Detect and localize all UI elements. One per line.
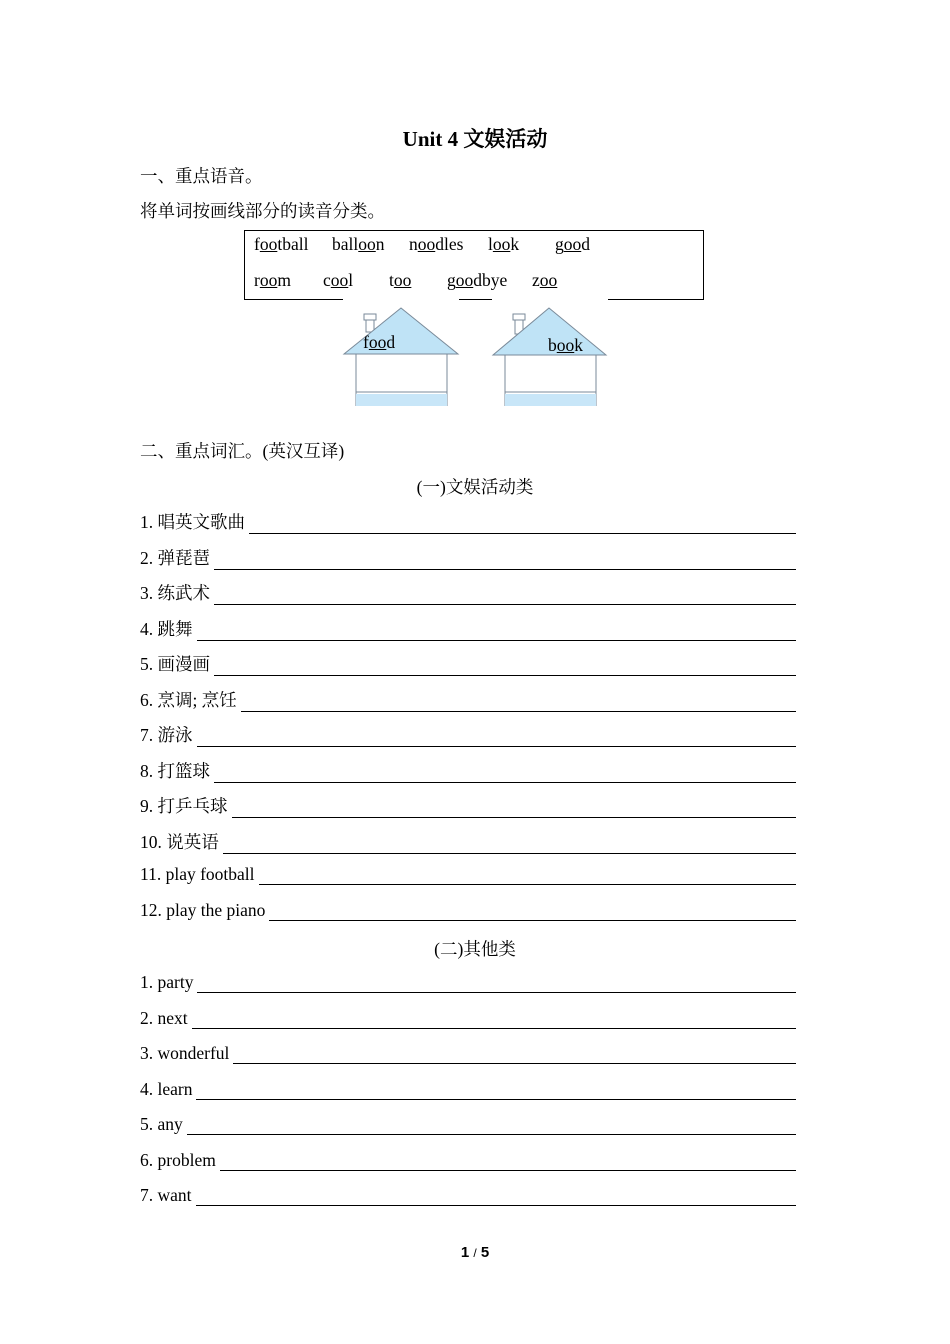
activity-item-label: 5. 画漫画 (140, 654, 210, 674)
activity-item-label: 9. 打乒乓球 (140, 796, 228, 816)
other-item (140, 1114, 796, 1135)
section1-heading: 一、重点语音。 (140, 166, 263, 186)
answer-blank[interactable] (214, 657, 796, 676)
other-item-label: 3. wonderful (140, 1043, 230, 1063)
answer-blank[interactable] (197, 728, 797, 747)
answer-blank[interactable] (259, 866, 796, 885)
other-item-label: 2. next (140, 1007, 188, 1028)
house-book (493, 308, 606, 406)
activity-item-label: 12. play the piano (140, 899, 266, 920)
word-room: room (254, 270, 291, 290)
other-item (140, 1079, 796, 1100)
answer-blank[interactable] (196, 1081, 796, 1100)
word-good: good (555, 234, 590, 254)
activity-item (140, 687, 796, 712)
word-goodbye: goodbye (447, 270, 508, 290)
word-football: football (254, 234, 309, 254)
activity-item (140, 864, 796, 885)
house-label-book: book (548, 335, 583, 355)
activity-item (140, 758, 796, 783)
houses-illustration (0, 300, 950, 410)
answer-blank[interactable] (269, 902, 796, 921)
activity-item (140, 651, 796, 676)
other-item-label: 4. learn (140, 1078, 193, 1099)
activity-item-label: 2. 弹琵琶 (140, 547, 210, 568)
activity-item (140, 509, 796, 534)
answer-blank[interactable] (192, 1010, 796, 1029)
house-label-food: food (363, 332, 396, 352)
word-balloon: balloon (332, 234, 385, 254)
answer-blank[interactable] (214, 551, 796, 570)
page-number: 1 / 5 (460, 1244, 490, 1261)
answer-blank[interactable] (197, 974, 796, 993)
answer-blank[interactable] (197, 622, 797, 641)
activity-item (140, 793, 796, 818)
word-zoo: zoo (532, 270, 558, 290)
activity-item-label: 1. 唱英文歌曲 (140, 512, 245, 532)
activity-item (140, 722, 796, 747)
other-item-label: 6. problem (140, 1149, 216, 1170)
activity-item-label: 7. 游泳 (140, 725, 193, 745)
other-item-label: 7. want (140, 1185, 192, 1205)
word-cool: cool (323, 270, 354, 290)
word-noodles: noodles (409, 234, 464, 254)
other-item (140, 1008, 796, 1029)
activity-item (140, 580, 796, 605)
answer-blank[interactable] (233, 1045, 796, 1064)
other-item-label: 1. party (140, 972, 194, 992)
answer-blank[interactable] (232, 799, 797, 818)
page-title: Unit 4 文娱活动 (402, 127, 548, 151)
activity-item-label: 6. 烹调; 烹饪 (140, 689, 237, 710)
activity-item-label: 3. 练武术 (140, 583, 210, 603)
word-look: look (488, 234, 520, 254)
activity-item-label: 11. play football (140, 864, 255, 884)
activity-item-label: 10. 说英语 (140, 831, 219, 852)
other-item-label: 5. any (140, 1114, 183, 1134)
section1-instruction: 将单词按画线部分的读音分类。 (140, 201, 385, 221)
answer-blank[interactable] (249, 515, 796, 534)
word-too: too (389, 270, 412, 290)
other-item (140, 972, 796, 993)
activity-item (140, 616, 796, 641)
activity-item (140, 829, 796, 854)
activity-item (140, 900, 796, 921)
answer-blank[interactable] (196, 1187, 796, 1206)
house-food (344, 308, 458, 406)
answer-blank[interactable] (214, 764, 796, 783)
other-item (140, 1185, 796, 1206)
answer-blank[interactable] (187, 1116, 796, 1135)
activity-item-label: 8. 打篮球 (140, 760, 210, 781)
answer-blank[interactable] (214, 586, 796, 605)
activity-item (140, 545, 796, 570)
subheading-others: (二)其他类 (434, 939, 516, 959)
answer-blank[interactable] (223, 835, 796, 854)
answer-blank[interactable] (220, 1152, 796, 1171)
section2-heading: 二、重点词汇。(英汉互译) (140, 441, 345, 461)
other-item (140, 1150, 796, 1171)
subheading-activities: (一)文娱活动类 (416, 477, 534, 497)
answer-blank[interactable] (241, 693, 796, 712)
other-item (140, 1043, 796, 1064)
activity-item-label: 4. 跳舞 (140, 618, 193, 639)
